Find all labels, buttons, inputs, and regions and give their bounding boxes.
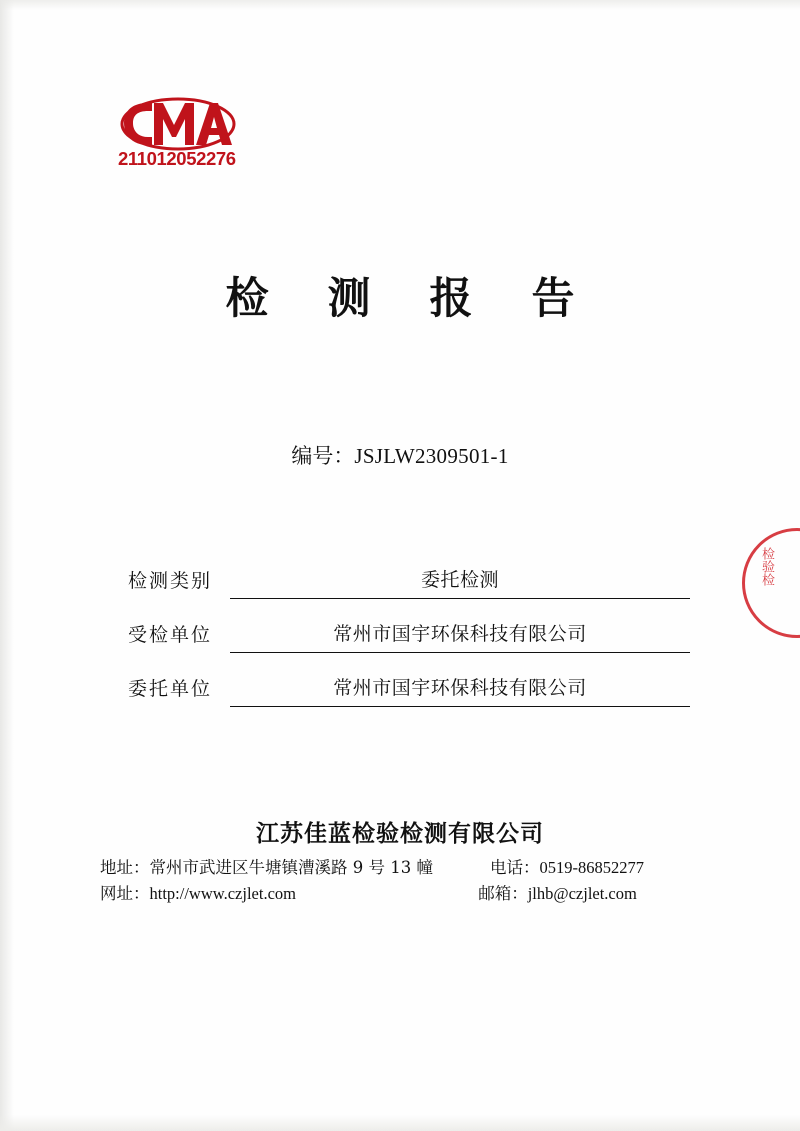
field-value-test-category: 委托检测 (230, 565, 690, 599)
field-list (110, 545, 690, 707)
phone-label: 电话： (490, 858, 540, 877)
report-number-label: 编号： (291, 444, 355, 468)
phone-line (430, 855, 700, 881)
field-value-client-unit: 常州市国宇环保科技有限公司 (230, 673, 690, 707)
field-value-inspected-unit: 常州市国宇环保科技有限公司 (230, 619, 690, 653)
field-label-client-unit: 委托单位 (127, 678, 212, 700)
address-label: 地址： (100, 858, 150, 877)
company-name: 江苏佳蓝检验检测有限公司 (256, 820, 544, 847)
address-value: 常州市武进区牛塘镇漕溪路 9 号 13 幢 (149, 858, 433, 877)
field-label-inspected-unit: 受检单位 (127, 624, 212, 646)
website-value[interactable]: http://www.czjlet.com (149, 884, 296, 903)
report-number-value: JSJLW2309501-1 (354, 444, 509, 468)
email-label: 邮箱： (478, 884, 528, 903)
page-title: 检 测 报 告 (225, 274, 597, 324)
field-row (110, 545, 690, 599)
field-label-test-category: 检测类别 (127, 570, 212, 592)
website-label: 网址： (100, 884, 150, 903)
contact-row-website-email (100, 881, 700, 907)
report-number (0, 440, 800, 470)
scan-edge-left (0, 0, 14, 1131)
email-line (418, 881, 700, 907)
field-row (110, 653, 690, 707)
address-line (100, 855, 433, 881)
website-line (100, 881, 418, 907)
contact-row-address-phone (100, 855, 700, 881)
scan-edge-bottom (0, 1115, 800, 1131)
red-seal-stamp (742, 528, 800, 638)
phone-value: 0519-86852277 (539, 858, 644, 877)
cma-certificate-number: 211012052276 (118, 148, 236, 169)
red-seal-stamp-text: 检验检 (759, 547, 774, 586)
scan-edge-top (0, 0, 800, 10)
email-value[interactable]: jlhb@czjlet.com (527, 884, 637, 903)
contact-block (100, 855, 700, 907)
field-row (110, 599, 690, 653)
